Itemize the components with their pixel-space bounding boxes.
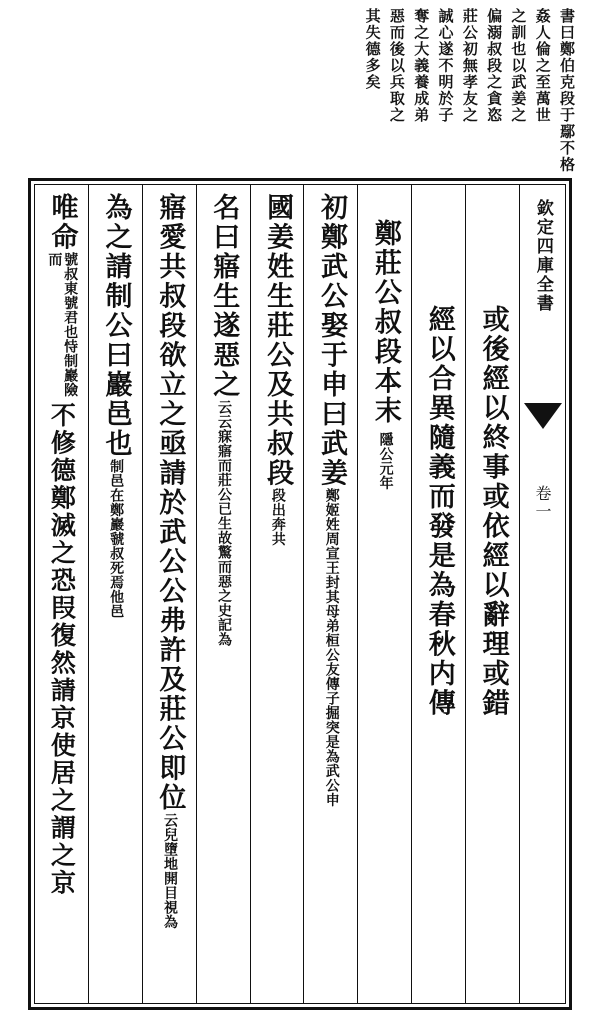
text-column-8 <box>88 185 142 1003</box>
column-text: 初鄭武公娶于申曰武姜 <box>316 193 347 488</box>
fishtail-mark <box>524 403 562 429</box>
heading-commentary: 隱公元年 <box>377 431 394 490</box>
text-column-6 <box>196 185 250 1003</box>
note-column: 惡而後以兵取之 <box>387 8 406 124</box>
text-columns <box>35 185 519 1003</box>
text-column-7 <box>142 185 196 1003</box>
note-column: 偏溺叔段之貪恣 <box>485 8 504 124</box>
top-marginal-note <box>0 0 600 176</box>
column-text-cont: 不修德鄭滅之恐叚復然 <box>47 402 77 677</box>
section-heading: 鄭莊公叔段本末 <box>369 219 401 426</box>
note-column: 姦人倫之至萬世 <box>533 8 552 124</box>
column-commentary: 號叔東號君也恃制巖險而 <box>46 252 79 397</box>
column-text-cont2: 請京使居之謂之京 <box>47 677 77 897</box>
column-text: 國姜姓生莊公及共叔段 <box>262 193 294 488</box>
text-column-2 <box>411 185 465 1003</box>
column-commentary: 云云寐寤而莊公已生故驚而惡之史記為 <box>215 399 232 646</box>
note-column: 誠心遂不明於子 <box>436 8 455 124</box>
book-title: 欽定四庫全書 <box>532 199 553 313</box>
column-text: 經以合異隨義而發是為春秋内傳 <box>423 305 455 718</box>
text-column-3-heading <box>357 185 411 1003</box>
page-inner <box>34 184 566 1004</box>
page-frame <box>28 178 572 1010</box>
note-column: 書曰鄭伯克段于鄢不格 <box>558 8 576 173</box>
text-column-9 <box>35 185 88 1003</box>
column-text: 寤愛共叔段欲立之亟請於武公公弗許及莊公即位 <box>154 193 186 813</box>
note-column: 莊公初無孝友之 <box>460 8 479 124</box>
text-column-4 <box>303 185 357 1003</box>
column-text: 或後經以終事或依經以辭理或錯 <box>477 305 509 718</box>
column-text: 唯命 <box>46 193 78 252</box>
volume-label: 卷一 <box>533 485 552 521</box>
note-column: 奪之大義養成弟 <box>412 8 431 124</box>
banner-column <box>519 185 565 1003</box>
text-column-1 <box>465 185 519 1003</box>
column-commentary: 段出奔共 <box>269 488 286 546</box>
note-column: 其失德多矣 <box>363 8 382 91</box>
note-column: 之訓也以武姜之 <box>509 8 528 124</box>
column-commentary: 云兒墮地開目視為 <box>162 812 179 929</box>
column-text: 名曰寤生遂惡之 <box>208 193 240 400</box>
column-text: 為之請制公曰巖邑也 <box>100 193 132 459</box>
text-column-5 <box>250 185 304 1003</box>
column-commentary: 制邑在鄭巖虢叔死焉他邑 <box>108 458 125 618</box>
column-commentary: 鄭姬姓周宣王封其母弟桓公友傳子掘突是為武公申 <box>323 488 340 807</box>
